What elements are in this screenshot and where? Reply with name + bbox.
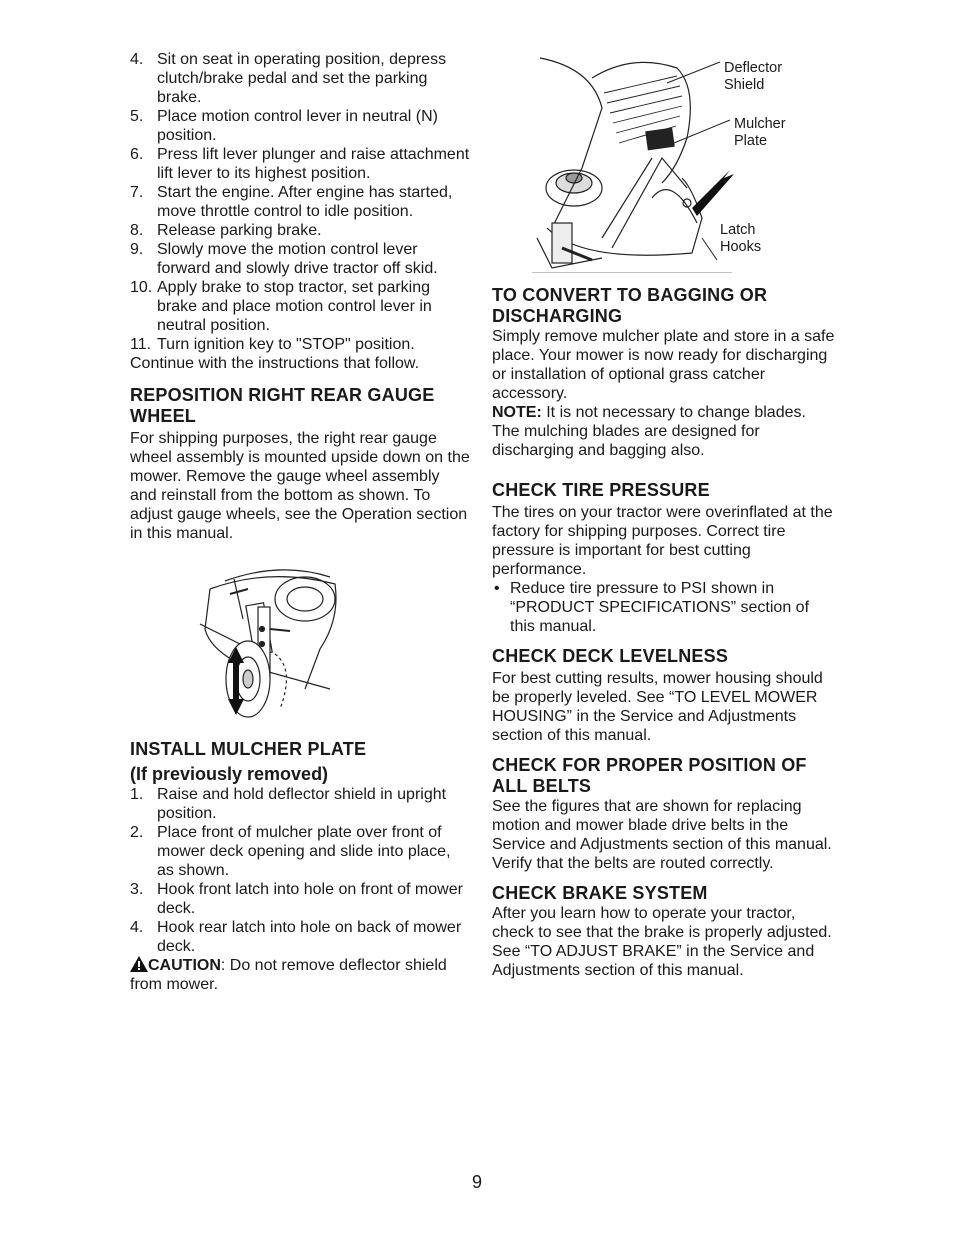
note-text: It is not necessary to change blades. The mulching blades are designed for discharging and bagging also. — [492, 404, 806, 459]
deflector-shield-label: Deflector Shield — [724, 60, 783, 93]
list-item — [130, 918, 470, 956]
reposition-body: For shipping purposes, the right rear gauge wheel assembly is mounted upside down on the mower. Remove the gauge wheel assembly and reinstall from the bottom as shown. To adjust gauge wheels, see the Operation section in this manual. — [130, 430, 470, 542]
mulcher-steps-list — [130, 785, 470, 956]
mulcher-heading: INSTALL MULCHER PLATE — [130, 739, 367, 759]
latch-hooks-label: Latch Hooks — [720, 222, 762, 255]
brake-heading: CHECK BRAKE SYSTEM — [492, 883, 708, 903]
step-number: 11. — [130, 336, 152, 353]
step-text: Raise and hold deflector shield in upright position. — [157, 786, 447, 822]
list-item — [130, 240, 470, 278]
step-number: 8. — [130, 222, 144, 239]
deck-body: For best cutting results, mower housing should be properly leveled. See “TO LEVEL MOWER HOUSING” in the Service and Adjustments section of this manual. — [492, 670, 823, 744]
step-number: 6. — [130, 146, 144, 163]
step-text: Start the engine. After engine has started, move throttle control to idle position. — [157, 184, 453, 220]
list-item — [492, 579, 837, 636]
bullet-text: Reduce tire pressure to PSI shown in “PRODUCT SPECIFICATIONS” section of this manual. — [510, 580, 810, 635]
convert-heading: TO CONVERT TO BAGGING OR DISCHARGING — [492, 285, 768, 326]
warning-triangle-icon — [130, 956, 148, 972]
list-item — [130, 823, 470, 880]
note-label: NOTE: — [492, 404, 542, 421]
step-text: Turn ignition key to "STOP" position. — [157, 336, 415, 353]
reposition-heading: REPOSITION RIGHT REAR GAUGE WHEEL — [130, 385, 435, 426]
step-text: Place front of mulcher plate over front of mower deck opening and slide into place, as shown. — [157, 824, 451, 879]
list-item — [130, 880, 470, 918]
list-item — [130, 50, 470, 107]
list-item — [130, 183, 470, 221]
startup-steps-list — [130, 50, 470, 354]
step-number: 1. — [130, 786, 144, 803]
gauge-wheel-figure — [130, 559, 470, 729]
caution-label: CAUTION — [148, 957, 221, 974]
tire-heading: CHECK TIRE PRESSURE — [492, 480, 710, 500]
step-text: Hook rear latch into hole on back of mower deck. — [157, 919, 462, 955]
step-text: Slowly move the motion control lever forward and slowly drive tractor off skid. — [157, 241, 438, 277]
step-text: Apply brake to stop tractor, set parking brake and place motion control lever in neutral position. — [157, 279, 432, 334]
step-number: 2. — [130, 824, 144, 841]
step-number: 5. — [130, 108, 144, 125]
left-column — [130, 50, 470, 994]
list-item — [130, 335, 470, 354]
step-text: Place motion control lever in neutral (N) position. — [157, 108, 439, 144]
step-text: Hook front latch into hole on front of mower deck. — [157, 881, 463, 917]
convert-body: Simply remove mulcher plate and store in a safe place. Your mower is now ready for discharging or installation of optional grass catcher accessory. — [492, 328, 835, 402]
mulcher-plate-figure — [492, 48, 837, 273]
continue-text: Continue with the instructions that follow. — [130, 355, 420, 372]
list-item — [130, 785, 470, 823]
step-number: 7. — [130, 184, 144, 201]
deck-heading: CHECK DECK LEVELNESS — [492, 646, 729, 666]
list-item — [130, 107, 470, 145]
right-column — [492, 48, 837, 980]
list-item — [130, 278, 470, 335]
step-number: 4. — [130, 51, 144, 68]
step-text: Press lift lever plunger and raise attachment lift lever to its highest position. — [157, 146, 470, 182]
step-text: Sit on seat in operating position, depress clutch/brake pedal and set the parking brake. — [157, 51, 447, 106]
caution-text: : Do not remove deflector shield from mower. — [130, 957, 447, 993]
bullet-icon: • — [494, 580, 500, 597]
caution-note — [130, 956, 450, 994]
tire-bullets — [492, 579, 837, 636]
page-number: 9 — [471, 1172, 482, 1192]
gauge-wheel-illustration — [130, 559, 470, 729]
list-item — [130, 145, 470, 183]
step-number: 3. — [130, 881, 144, 898]
step-number: 10. — [130, 279, 153, 296]
step-number: 9. — [130, 241, 144, 258]
step-number: 4. — [130, 919, 144, 936]
belts-heading: CHECK FOR PROPER POSITION OF ALL BELTS — [492, 755, 807, 796]
tire-body: The tires on your tractor were overinflated at the factory for shipping purposes. Correct tire pressure is important for best cutting performance. — [492, 504, 833, 578]
mulcher-plate-label: Mulcher Plate — [734, 116, 786, 149]
step-text: Release parking brake. — [157, 222, 322, 239]
brake-body: After you learn how to operate your tractor, check to see that the brake is properly adjusted. See “TO ADJUST BRAKE” in the Service and Adjustments section of this manual. — [492, 905, 832, 979]
mulcher-subheading: (If previously removed) — [130, 764, 329, 784]
convert-note — [492, 403, 837, 460]
list-item — [130, 221, 470, 240]
belts-body: See the figures that are shown for replacing motion and mower blade drive belts in the Service and Adjustments section of this manual. Verify that the belts are routed correctly. — [492, 798, 832, 872]
